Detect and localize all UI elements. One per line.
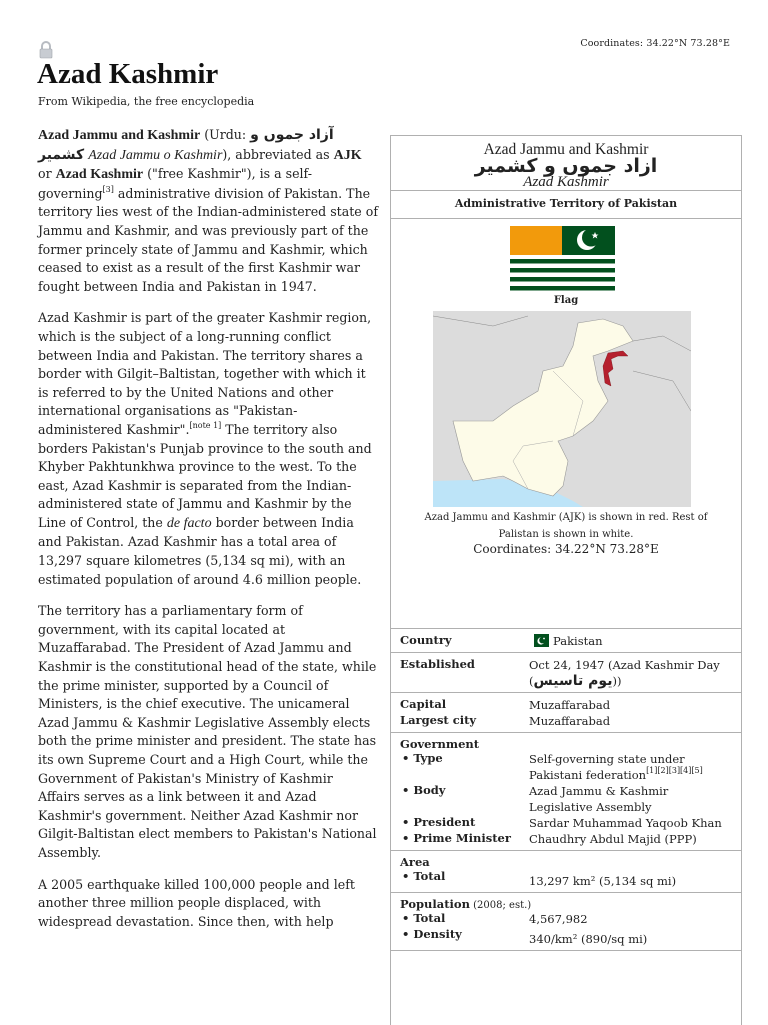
value-capital[interactable]: Muzaffarabad bbox=[529, 698, 611, 712]
infobox-name-en: Azad Jammu and Kashmir bbox=[483, 141, 649, 158]
paragraph-government: The territory has a parliamentary form of government, with its capital located at Muzaffarabad. The President of Azad Jammu and Kashmir is the constitutional head of the state, while the prime minister, supported by a Council of Ministers, is the chief executive. The unicameral Azad Jammu & Kashmir Legislative Assembly elects both the prime minister and president. The state has its own Supreme Court and a High Court, while the Government of Pakistan's Ministry of Kashmir Affairs serves as a link between it and Azad Kashmir's government. Neither Azad Kashmir nor Gilgit-Baltistan elect members to Pakistan's National Assembly. bbox=[38, 603, 377, 860]
coordinates-header[interactable]: Coordinates: 34.22°N 73.28°E bbox=[580, 38, 730, 49]
paragraph-region bbox=[38, 309, 378, 589]
label-established: Established bbox=[400, 657, 475, 671]
label-largest-city: Largest city bbox=[400, 713, 477, 727]
map-coordinates[interactable]: Coordinates: 34.22°N 73.28°E bbox=[473, 542, 659, 556]
padlock-icon bbox=[39, 41, 53, 59]
value-density: 340/km² (890/sq mi) bbox=[529, 932, 648, 946]
value-type bbox=[529, 751, 733, 783]
urdu-text: آزاد جموں و کشمیر bbox=[38, 127, 334, 163]
row-established bbox=[391, 653, 741, 693]
text-span: border between India and Pakistan. Azad Kashmir has a total area of 13,297 square kilometres (5,134 sq mi), with an estimated population of around 4.6 million people. bbox=[38, 514, 362, 587]
infobox-header bbox=[391, 136, 741, 191]
capital-line bbox=[400, 697, 733, 713]
gov-body-line bbox=[400, 783, 733, 815]
note-link[interactable]: [note 1] bbox=[189, 420, 222, 430]
value-president[interactable]: Sardar Muhammad Yaqoob Khan bbox=[529, 816, 722, 830]
row-capital bbox=[391, 693, 741, 733]
value-population-total: 4,567,982 bbox=[529, 912, 588, 926]
text-span: )) bbox=[612, 674, 622, 688]
area-header: Area bbox=[400, 855, 430, 869]
italic-de-facto: de facto bbox=[166, 515, 212, 531]
value-area-total: 13,297 km² (5,134 sq mi) bbox=[529, 874, 677, 888]
text-span: or bbox=[38, 166, 56, 182]
label-density: • Density bbox=[402, 927, 462, 941]
urdu-text: یوم تاسیس bbox=[533, 673, 613, 689]
infobox-type: Administrative Territory of Pakistan bbox=[391, 191, 741, 219]
population-total-line bbox=[400, 911, 733, 927]
text-span: Azad Kashmir is part of the greater Kashmir region, which is the subject of a long-running conflict between India and Pakistan. The territory shares a border with Gilgit–Baltistan, together with which it is referred to by the United Nations and other international organisations as "Pakistan-administered Kashmir". bbox=[38, 310, 372, 437]
area-total-line bbox=[400, 869, 733, 889]
infobox bbox=[390, 135, 742, 1025]
label-type: • Type bbox=[402, 751, 443, 765]
value-largest-city[interactable]: Muzaffarabad bbox=[529, 714, 611, 728]
value-established bbox=[529, 657, 741, 689]
citation-link[interactable]: [3] bbox=[102, 184, 114, 194]
text-span: The territory also borders Pakistan's Punjab province to the south and Khyber Pakhtunkhwa province to the west. To the east, Azad Kashmir is separated from the Indian-administered state of Jammu and Kashmir by the Line of Control, the bbox=[38, 421, 372, 530]
flag-caption: Flag bbox=[553, 295, 579, 306]
label-president: • President bbox=[402, 815, 476, 829]
infobox-name-alt: Azad Kashmir bbox=[523, 174, 609, 190]
infobox-name-ur: ازاد جموں و کشمیر bbox=[474, 155, 658, 177]
locator-map[interactable] bbox=[433, 311, 691, 507]
label-population-total: • Total bbox=[402, 911, 446, 925]
text-span: Self-governing state under Pakistani federation bbox=[529, 752, 685, 782]
abbr-ajk: AJK bbox=[333, 147, 362, 163]
group-government bbox=[391, 733, 741, 851]
pakistan-flag-icon bbox=[529, 634, 549, 647]
government-header: Government bbox=[400, 737, 480, 751]
urdu-label: (Urdu: bbox=[200, 127, 251, 142]
text-span: ("free Kashmir"), is a self-governing bbox=[38, 166, 313, 201]
flag-image[interactable] bbox=[510, 226, 615, 295]
map-caption: Azad Jammu and Kashmir (AJK) is shown in red. Rest of Palistan is shown in white. bbox=[424, 512, 708, 540]
label-body: • Body bbox=[402, 783, 446, 797]
text-span: administrative division of Pakistan. The territory lies west of the Indian-administered state of Jammu and Kashmir, and was previously part of the former princely state of Jammu and Kashmir, which ceased to exist as a result of the first Kashmir war fought between India and Pakistan in 1947. bbox=[38, 185, 379, 294]
text-span: Population bbox=[400, 897, 470, 911]
paragraph-earthquake: A 2005 earthquake killed 100,000 people and left another three million people displaced, with widespread devastation. Since then, with help bbox=[38, 876, 355, 929]
label-area-total: • Total bbox=[402, 869, 446, 883]
largest-city-line bbox=[400, 713, 733, 729]
label-capital: Capital bbox=[400, 697, 447, 711]
gov-type-line bbox=[400, 751, 733, 783]
abbr-azad-kashmir: Azad Kashmir bbox=[55, 167, 144, 183]
group-area bbox=[391, 851, 741, 893]
citation-links[interactable]: [1][2][3][4][5] bbox=[646, 766, 703, 775]
value-body[interactable]: Azad Jammu & Kashmir Legislative Assembly bbox=[529, 784, 669, 814]
paragraph-intro bbox=[38, 126, 378, 296]
bold-name: Azad Jammu and Kashmir bbox=[38, 128, 201, 143]
population-note: (2008; est.) bbox=[469, 900, 532, 911]
row-country bbox=[391, 629, 741, 653]
gov-pm-line bbox=[400, 831, 733, 847]
text-span: ), abbreviated as bbox=[222, 146, 334, 162]
population-header bbox=[400, 897, 733, 911]
infobox-media bbox=[391, 219, 741, 629]
value-prime-minister[interactable]: Chaudhry Abdul Majid (PPP) bbox=[529, 832, 697, 846]
value-country bbox=[529, 633, 741, 649]
label-prime-minister: • Prime Minister bbox=[402, 831, 511, 845]
transliteration: Azad Jammu o Kashmir bbox=[88, 147, 223, 163]
group-population bbox=[391, 893, 741, 951]
article-body bbox=[38, 126, 378, 944]
population-density-line bbox=[400, 927, 733, 947]
text-span: Oct 24, 1947 (Azad Kashmir Day ( bbox=[529, 658, 720, 688]
page-title: Azad Kashmir bbox=[37, 58, 219, 90]
page-subtitle: From Wikipedia, the free encyclopedia bbox=[38, 95, 255, 108]
label-country: Country bbox=[400, 633, 452, 647]
gov-president-line bbox=[400, 815, 733, 831]
country-link[interactable]: Pakistan bbox=[553, 634, 603, 648]
